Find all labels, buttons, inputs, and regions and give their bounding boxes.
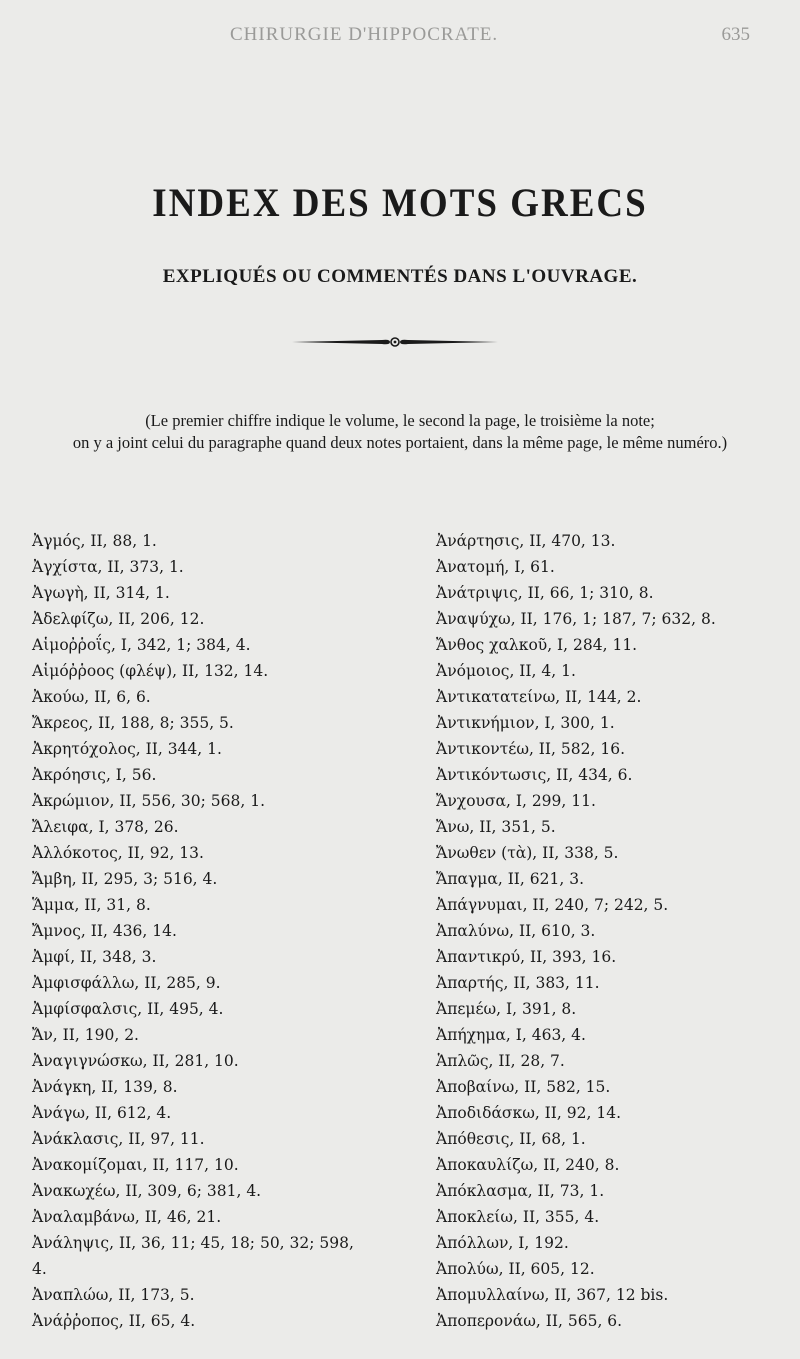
index-entry: Ἀποκαυλίζω, II, 240, 8.	[436, 1156, 620, 1174]
index-entry: Ἀπαντικρύ, II, 393, 16.	[436, 948, 617, 966]
index-entry: Ἄνχουσα, I, 299, 11.	[436, 792, 596, 810]
index-entry: Ἄπαγμα, II, 621, 3.	[436, 870, 585, 888]
page-number: 635	[721, 24, 750, 45]
index-entry: Ἄμβη, II, 295, 3; 516, 4.	[32, 870, 218, 888]
index-entry: Ἀναψύχω, II, 176, 1; 187, 7; 632, 8.	[436, 610, 716, 628]
index-entry: Ἅμμα, II, 31, 8.	[32, 896, 151, 914]
index-entry: Ἀμφί, II, 348, 3.	[32, 948, 157, 966]
index-entry: Ἀδελφίζω, II, 206, 12.	[32, 610, 205, 628]
index-entry: Αἱμοῤῥοΐς, I, 342, 1; 384, 4.	[32, 636, 251, 654]
index-entry: Ἀμφισφάλλω, II, 285, 9.	[32, 974, 221, 992]
running-head: CHIRURGIE D'HIPPOCRATE.	[230, 24, 499, 45]
index-entry: Ἀναλαμβάνω, II, 46, 21.	[32, 1208, 222, 1226]
index-entry: Ἀπήχημα, I, 463, 4.	[436, 1026, 586, 1044]
index-entry: Ἀπομυλλαίνω, II, 367, 12 bis.	[436, 1286, 669, 1304]
index-entry: Ἀνάρτησις, II, 470, 13.	[436, 532, 616, 550]
index-entry: Ἄλειφα, I, 378, 26.	[32, 818, 179, 836]
index-entry: Ἀναγιγνώσκω, II, 281, 10.	[32, 1052, 239, 1070]
index-entry: Ἀπαρτής, II, 383, 11.	[436, 974, 600, 992]
index-entry: Ἀντικοντέω, II, 582, 16.	[436, 740, 625, 758]
index-entry: 4.	[32, 1260, 47, 1278]
index-entry: Ἀνόμοιος, II, 4, 1.	[436, 662, 576, 680]
index-entry: Ἀντικόντωσις, II, 434, 6.	[436, 766, 633, 784]
index-entry: Ἀνατομή, I, 61.	[436, 558, 555, 576]
index-column-right	[436, 528, 796, 1334]
index-entry: Ἀπόθεσις, II, 68, 1.	[436, 1130, 586, 1148]
index-entry: Ἀγωγὴ, II, 314, 1.	[32, 584, 170, 602]
index-entry: Ἄνωθεν (τὰ), II, 338, 5.	[436, 844, 619, 862]
index-entry: Ἀπόλλων, I, 192.	[436, 1234, 569, 1252]
index-entry: Ἀκούω, II, 6, 6.	[32, 688, 151, 706]
page-title: INDEX DES MOTS GRECS	[152, 181, 648, 226]
index-entry: Ἀναπλώω, II, 173, 5.	[32, 1286, 195, 1304]
explanatory-note	[0, 410, 800, 454]
index-entry: Ἀνάκλασις, II, 97, 11.	[32, 1130, 205, 1148]
index-entry: Ἀνάτριψις, II, 66, 1; 310, 8.	[436, 584, 654, 602]
index-entry: Ἀπάγνυμαι, II, 240, 7; 242, 5.	[436, 896, 669, 914]
index-entry: Ἀντικατατείνω, II, 144, 2.	[436, 688, 642, 706]
index-entry: Ἄνθος χαλκοῦ, I, 284, 11.	[436, 636, 638, 654]
index-entry: Ἄνω, II, 351, 5.	[436, 818, 556, 836]
index-entry: Αἱμόῤῥοος (φλέψ), II, 132, 14.	[32, 662, 269, 680]
ornament-divider-icon	[290, 334, 500, 350]
index-entry: Ἀκρητόχολος, II, 344, 1.	[32, 740, 222, 758]
index-column-left	[32, 528, 412, 1334]
index-entry: Ἀποδιδάσκω, II, 92, 14.	[436, 1104, 622, 1122]
index-entry: Ἀπεμέω, I, 391, 8.	[436, 1000, 577, 1018]
index-entry: Ἄκρεος, II, 188, 8; 355, 5.	[32, 714, 234, 732]
index-entry: Ἀποπερονάω, II, 565, 6.	[436, 1312, 623, 1330]
index-entry: Ἀντικνήμιον, I, 300, 1.	[436, 714, 615, 732]
note-line-2: on y a joint celui du paragraphe quand deux notes portaient, dans la même page, le même numéro.)	[72, 433, 728, 452]
index-entry: Ἀκρώμιον, II, 556, 30; 568, 1.	[32, 792, 266, 810]
index-entry: Ἀκρόησις, I, 56.	[32, 766, 157, 784]
index-entry: Ἀλλόκοτος, II, 92, 13.	[32, 844, 204, 862]
index-entry: Ἄμνος, II, 436, 14.	[32, 922, 177, 940]
page-subtitle: EXPLIQUÉS OU COMMENTÉS DANS L'OUVRAGE.	[162, 266, 638, 287]
index-entry: Ἀνάγκη, II, 139, 8.	[32, 1078, 178, 1096]
index-entry: Ἀνακωχέω, II, 309, 6; 381, 4.	[32, 1182, 262, 1200]
index-entry: Ἀπολύω, II, 605, 12.	[436, 1260, 595, 1278]
index-entry: Ἀμφίσφαλσις, II, 495, 4.	[32, 1000, 224, 1018]
index-entry: Ἀνάῤῥοπος, II, 65, 4.	[32, 1312, 196, 1330]
index-entry: Ἀνάγω, II, 612, 4.	[32, 1104, 172, 1122]
index-entry: Ἄν, II, 190, 2.	[32, 1026, 139, 1044]
index-entry: Ἀπόκλασμα, II, 73, 1.	[436, 1182, 605, 1200]
index-entry: Ἀποκλείω, II, 355, 4.	[436, 1208, 600, 1226]
index-entry: Ἀπαλύνω, II, 610, 3.	[436, 922, 596, 940]
index-entry: Ἀνακομίζομαι, II, 117, 10.	[32, 1156, 239, 1174]
note-line-1: (Le premier chiffre indique le volume, le second la page, le troisième la note;	[145, 411, 655, 430]
index-entry: Ἀνάληψις, II, 36, 11; 45, 18; 50, 32; 598,	[32, 1234, 354, 1252]
index-entry: Ἁπλῶς, II, 28, 7.	[436, 1052, 565, 1070]
index-entry: Ἀποβαίνω, II, 582, 15.	[436, 1078, 611, 1096]
index-entry: Ἀγμός, II, 88, 1.	[32, 532, 157, 550]
index-entry: Ἀγχίστα, II, 373, 1.	[32, 558, 184, 576]
